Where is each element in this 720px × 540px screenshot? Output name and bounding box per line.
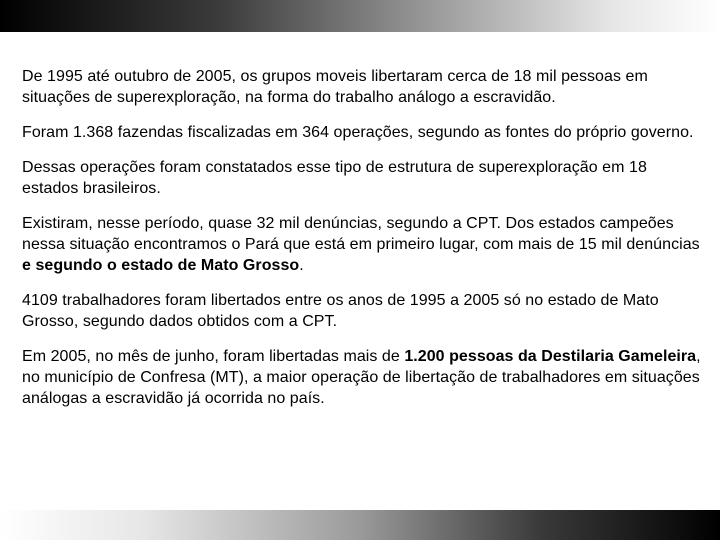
paragraph-6 — [22, 346, 702, 409]
paragraph-6-end: , no município de Confresa (MT), a maior operação de libertação de trabalhadores em situações análogas a escravidão já ocorrida no país. — [22, 348, 701, 407]
paragraph-4-end: . — [299, 257, 304, 274]
slide-body — [22, 66, 702, 423]
paragraph-1: De 1995 até outubro de 2005, os grupos moveis libertaram cerca de 18 mil pessoas em situações de superexploração, na forma do trabalho análogo a escravidão. — [22, 68, 648, 106]
paragraph-4-text: Existiram, nesse período, quase 32 mil denúncias, segundo a CPT. Dos estados campeões nessa situação encontramos o Pará que está em primeiro lugar, com mais de 15 mil denúncias — [22, 215, 700, 253]
paragraph-5: 4109 trabalhadores foram libertados entre os anos de 1995 a 2005 só no estado de Mato Grosso, segundo dados obtidos com a CPT. — [22, 292, 659, 330]
paragraph-4 — [22, 213, 702, 276]
top-gradient-bar — [0, 0, 720, 32]
paragraph-4-bold: e segundo o estado de Mato Grosso — [22, 257, 300, 274]
paragraph-6-bold: 1.200 pessoas da Destilaria Gameleira — [404, 348, 697, 365]
bottom-gradient-bar — [0, 510, 720, 540]
paragraph-3: Dessas operações foram constatados esse tipo de estrutura de superexploração em 18 estados brasileiros. — [22, 159, 647, 197]
paragraph-6-text: Em 2005, no mês de junho, foram libertadas mais de — [22, 348, 405, 365]
paragraph-2: Foram 1.368 fazendas fiscalizadas em 364 operações, segundo as fontes do próprio governo. — [22, 124, 694, 141]
